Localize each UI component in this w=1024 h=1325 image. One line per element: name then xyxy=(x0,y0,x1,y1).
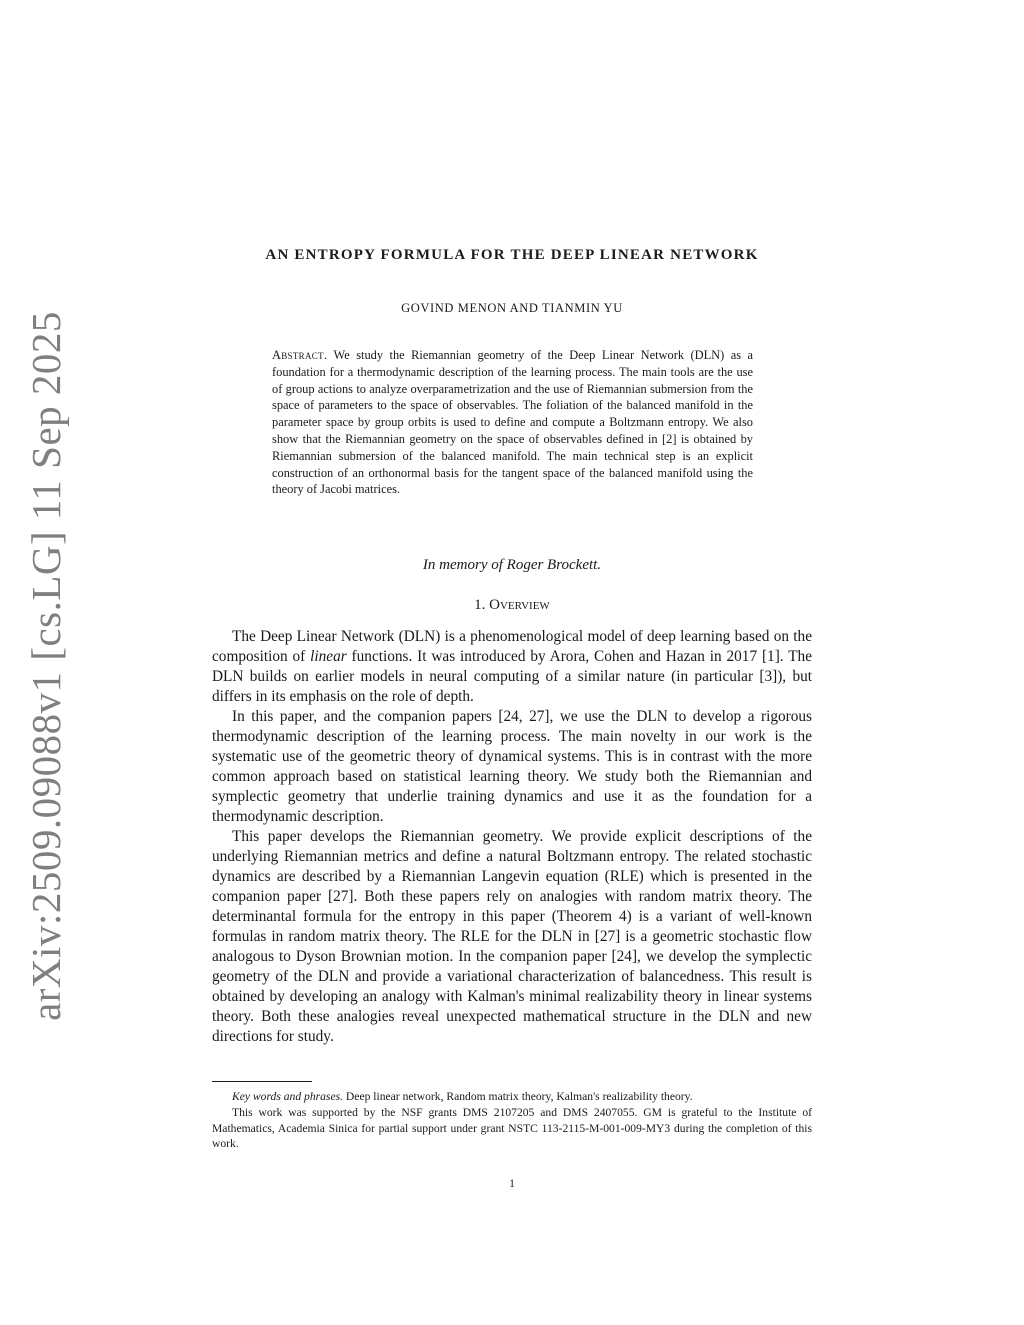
funding-footnote: This work was supported by the NSF grants DMS 2107205 and DMS 2407055. GM is grateful to the Institute of Mathematics, Academia Sinica for partial support under grant NSTC 113-2115-M-001-009-MY3 during the completion of this work. xyxy=(212,1105,812,1151)
abstract xyxy=(272,347,753,498)
footnotes xyxy=(212,1089,812,1152)
section-number: 1. xyxy=(474,597,486,613)
keywords-footnote xyxy=(212,1089,812,1105)
paper-authors: GOVIND MENON AND TIANMIN YU xyxy=(401,301,623,315)
paragraph-3: This paper develops the Riemannian geometry. We provide explicit descriptions of the underlying Riemannian metrics and define a natural Boltzmann entropy. The related stochastic dynamics are described by a Riemannian Langevin equation (RLE) which is presented in the companion paper [27]. Both these papers rely on analogies with random matrix theory. The determinantal formula for the entropy in this paper (Theorem 4) is a variant of well-known formulas in random matrix theory. The RLE for the DLN in [27] is a geometric stochastic flow analogous to Dyson Brownian motion. In the companion paper [24], we develop the symplectic geometry of the DLN and provide a variational characterization of balancedness. This result is obtained by developing an analogy with Kalman's minimal realizability theory in linear systems theory. Both these analogies reveal unexpected mathematical structure in the DLN and new directions for study. xyxy=(212,828,812,1045)
footnote-divider xyxy=(212,1081,312,1082)
keywords-label: Key words and phrases. xyxy=(232,1090,344,1103)
paragraph-1-start: The Deep Linear Network (DLN) is a phenomenological model of deep learning based on the composition of xyxy=(212,628,812,665)
section-heading xyxy=(0,597,1024,614)
paper-title: AN ENTROPY FORMULA FOR THE DEEP LINEAR NETWORK xyxy=(265,247,759,263)
paragraph-1-emphasis: linear xyxy=(310,648,347,665)
paragraph-1 xyxy=(212,627,812,707)
section-title: Overview xyxy=(489,597,550,613)
paragraph-1-end: functions. It was introduced by Arora, Cohen and Hazan in 2017 [1]. The DLN builds on earlier models in neural computing of a similar nature (in particular [3]), but differs in its emphasis on the role of depth. xyxy=(212,648,812,705)
abstract-label: Abstract. xyxy=(272,348,328,362)
dedication: In memory of Roger Brockett. xyxy=(422,557,602,573)
abstract-text: We study the Riemannian geometry of the Deep Linear Network (DLN) as a foundation for a thermodynamic description of the learning process. The main tools are the use of group actions to analyze overparametrization and the use of Riemannian submersion from the space of parameters to the space of observables. The foliation of the balanced manifold in the parameter space by group orbits is used to define and compute a Boltzmann entropy. We also show that the Riemannian geometry on the space of observables defined in [2] is obtained by Riemannian submersion of the balanced manifold. The main technical step is an explicit construction of an orthonormal basis for the tangent space of the balanced manifold using the theory of Jacobi matrices. xyxy=(272,348,753,497)
keywords-text: Deep linear network, Random matrix theory, Kalman's realizability theory. xyxy=(345,1090,693,1103)
body-text xyxy=(212,627,812,1047)
paragraph-2: In this paper, and the companion papers [24, 27], we use the DLN to develop a rigorous thermodynamic description of the learning process. The main novelty in our work is the systematic use of the geometric theory of dynamical systems. This is in contrast with the more common approach based on statistical learning theory. We study both the Riemannian and symplectic geometry that underlie training dynamics and use it as the foundation for a thermodynamic description. xyxy=(212,708,812,825)
page-number: 1 xyxy=(509,1177,515,1190)
arxiv-identifier-stamp: arXiv:2509.09088v1 [cs.LG] 11 Sep 2025 xyxy=(23,311,69,1021)
